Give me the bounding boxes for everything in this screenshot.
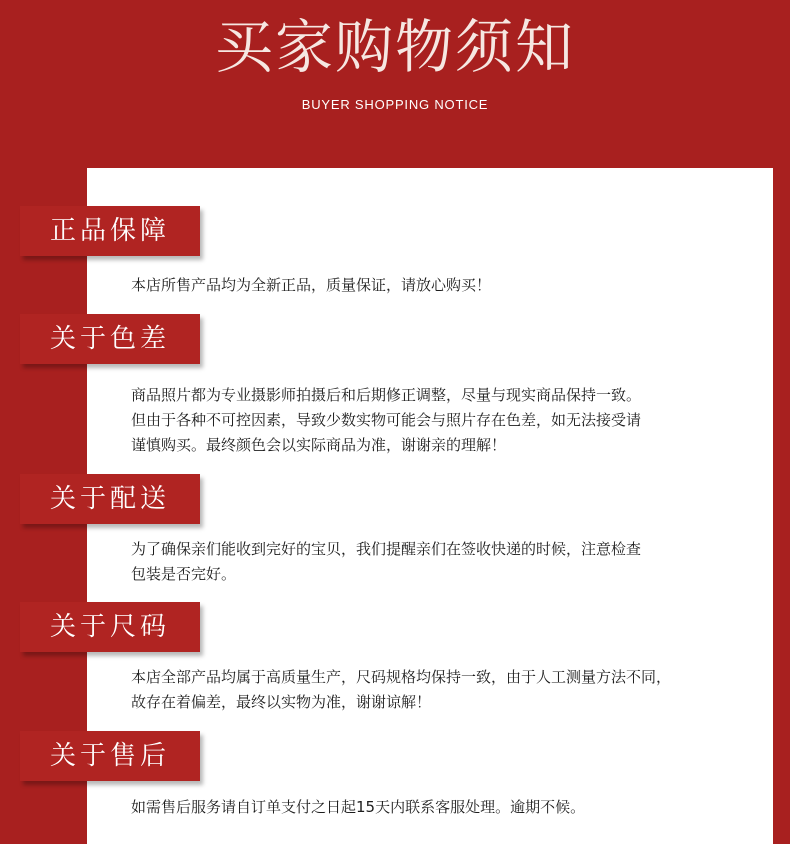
section-text-authentic: 本店所售产品均为全新正品，质量保证，请放心购买！ (131, 276, 492, 294)
section-heading-authentic: 正品保障 (20, 206, 200, 256)
notice-header (0, 0, 790, 168)
section-text-color-difference: 商品照片都为专业摄影师拍摄后和后期修正调整，尽量与现实商品保持一致。 但由于各种不可控因素，导致少数实物可能会与照片存在色差，如无法接受请 谨慎购买。最终颜色会以实际商品为准，谢谢亲的理解！ (131, 386, 642, 454)
section-text-size: 本店全部产品均属于高质量生产，尺码规格均保持一致，由于人工测量方法不同， 故存在着偏差，最终以实物为准，谢谢谅解！ (131, 668, 672, 711)
page-title: 买家购物须知 (214, 13, 575, 81)
section-text-after-sales: 如需售后服务请自订单支付之日起15天内联系客服处理。逾期不候。 (131, 798, 586, 816)
page-subtitle: BUYER SHOPPING NOTICE (301, 97, 489, 112)
section-heading-color-difference: 关于色差 (20, 314, 200, 364)
section-text-delivery: 为了确保亲们能收到完好的宝贝，我们提醒亲们在签收快递的时候，注意检查 包装是否完好。 (131, 540, 642, 583)
section-heading-delivery: 关于配送 (20, 474, 200, 524)
section-heading-after-sales: 关于售后 (20, 731, 200, 781)
section-heading-size: 关于尺码 (20, 602, 200, 652)
